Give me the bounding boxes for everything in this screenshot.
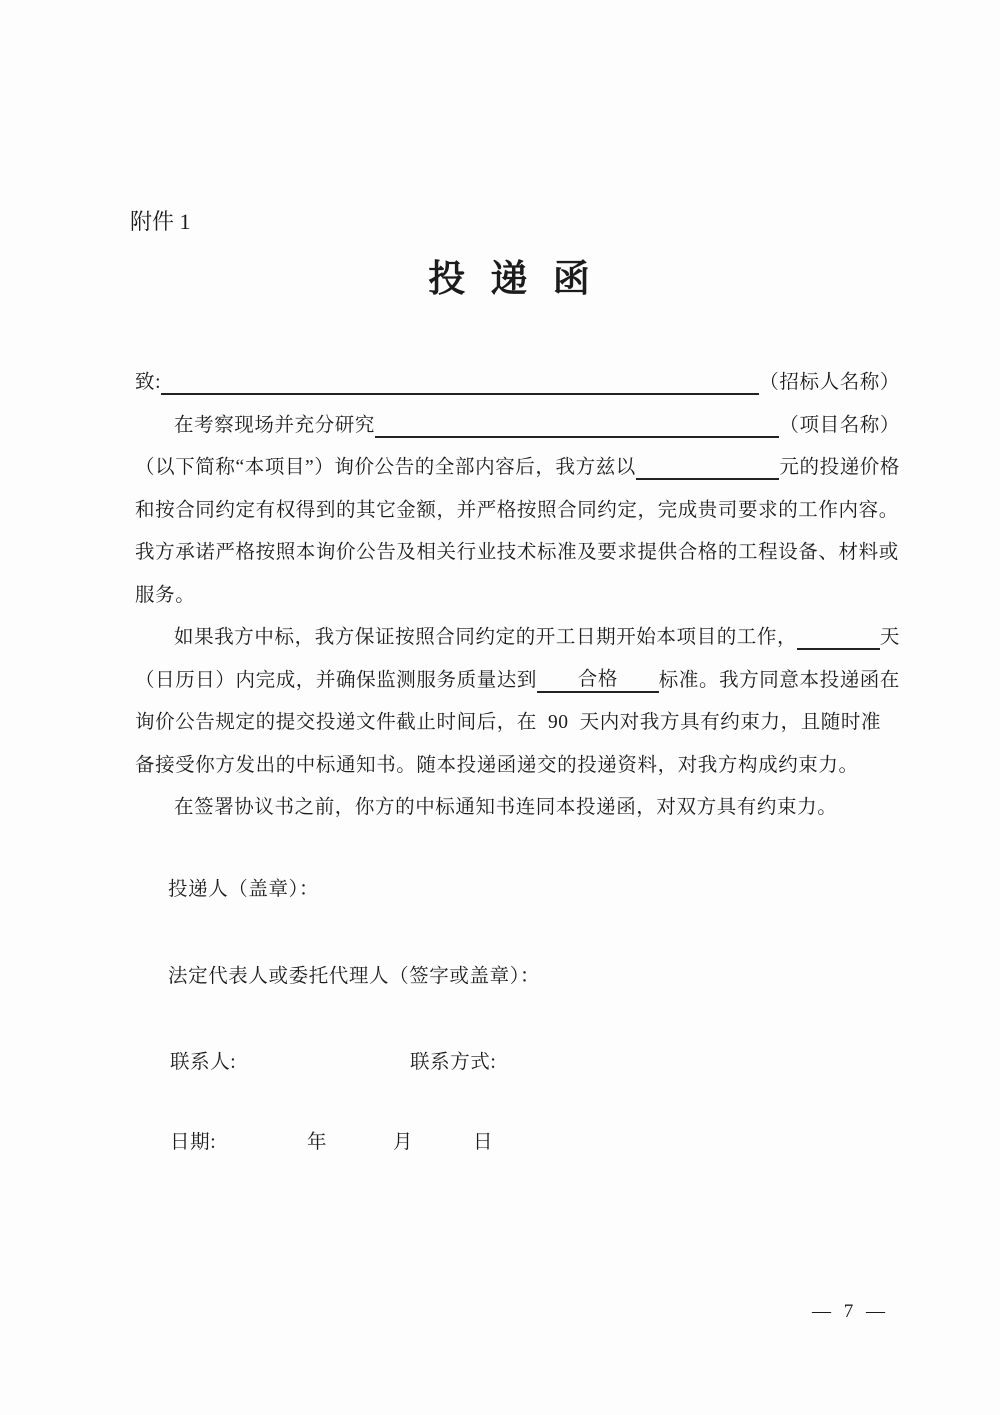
body-line-6 [135,578,900,621]
duration-days-blank [797,625,880,650]
bid-price-blank [636,455,779,480]
body-line-5-text: 我方承诺严格按照本询价公告及相关行业技术标准及要求提供合格的工程设备、材料或 [135,542,899,563]
letter-body [135,365,900,833]
body-line-4-text: 和按合同约定有权得到的其它金额，并严格按照合同约定，完成贵司要求的工作内容。 [135,499,899,521]
contact-person-label: 联系人: [170,1052,237,1073]
duration-line [135,620,900,663]
duration-line-post: 天 [879,627,900,648]
tenderer-name-hint: （招标人名称） [759,372,900,393]
legal-representative-label: 法定代表人或委托代理人（签字或盖章）： [168,966,541,987]
quality-standard-value: 合格 [577,668,618,690]
body-line-10-text: 备接受你方发出的中标通知书。随本投递函递交的投递资料，对我方构成约束力。 [135,754,859,776]
body-line-6-text: 服务。 [135,584,196,606]
project-name-hint: （项目名称） [779,414,900,436]
document-title: 投 递 函 [428,259,598,300]
body-line-5 [135,535,900,578]
project-name-blank [375,413,779,438]
year-label: 年 [307,1132,328,1153]
tenderer-name-blank [161,370,759,395]
quality-line-pre: （日历日）内完成，并确保监测服务质量达到 [135,669,538,691]
quality-line [135,663,900,706]
to-label: 致: [135,372,162,393]
validity-line-text: 询价公告规定的提交投递文件截止时间后，在 90 天内对我方具有约束力，且随时准 [135,712,882,733]
day-label: 日 [473,1132,494,1153]
price-line [135,450,900,493]
quality-standard-blank [537,668,659,693]
submitter-seal-label: 投递人（盖章）： [168,879,320,900]
project-line [135,408,900,451]
body-line-11 [135,790,900,833]
price-line-pre: （以下简称“本项目”）询价公告的全部内容后，我方兹以 [135,457,636,478]
quality-line-post: 标准。我方同意本投递函在 [658,669,900,691]
page-number: — 7 — [812,1301,889,1322]
duration-line-pre: 如果我方中标，我方保证按照合同约定的开工日期开始本项目的工作， [174,627,798,648]
price-line-post: 元的投递价格 [779,457,900,478]
month-label: 月 [393,1132,414,1153]
body-line-10 [135,748,900,791]
contact-method-label: 联系方式: [410,1052,497,1073]
attachment-label: 附件 1 [130,209,191,234]
body-line-4 [135,493,900,536]
to-line [135,365,900,408]
date-label: 日期: [170,1132,217,1153]
body-line-11-text: 在签署协议书之前，你方的中标通知书连同本投递函，对双方具有约束力。 [174,797,838,818]
validity-line [135,705,900,748]
project-line-text: 在考察现场并充分研究 [174,414,376,436]
